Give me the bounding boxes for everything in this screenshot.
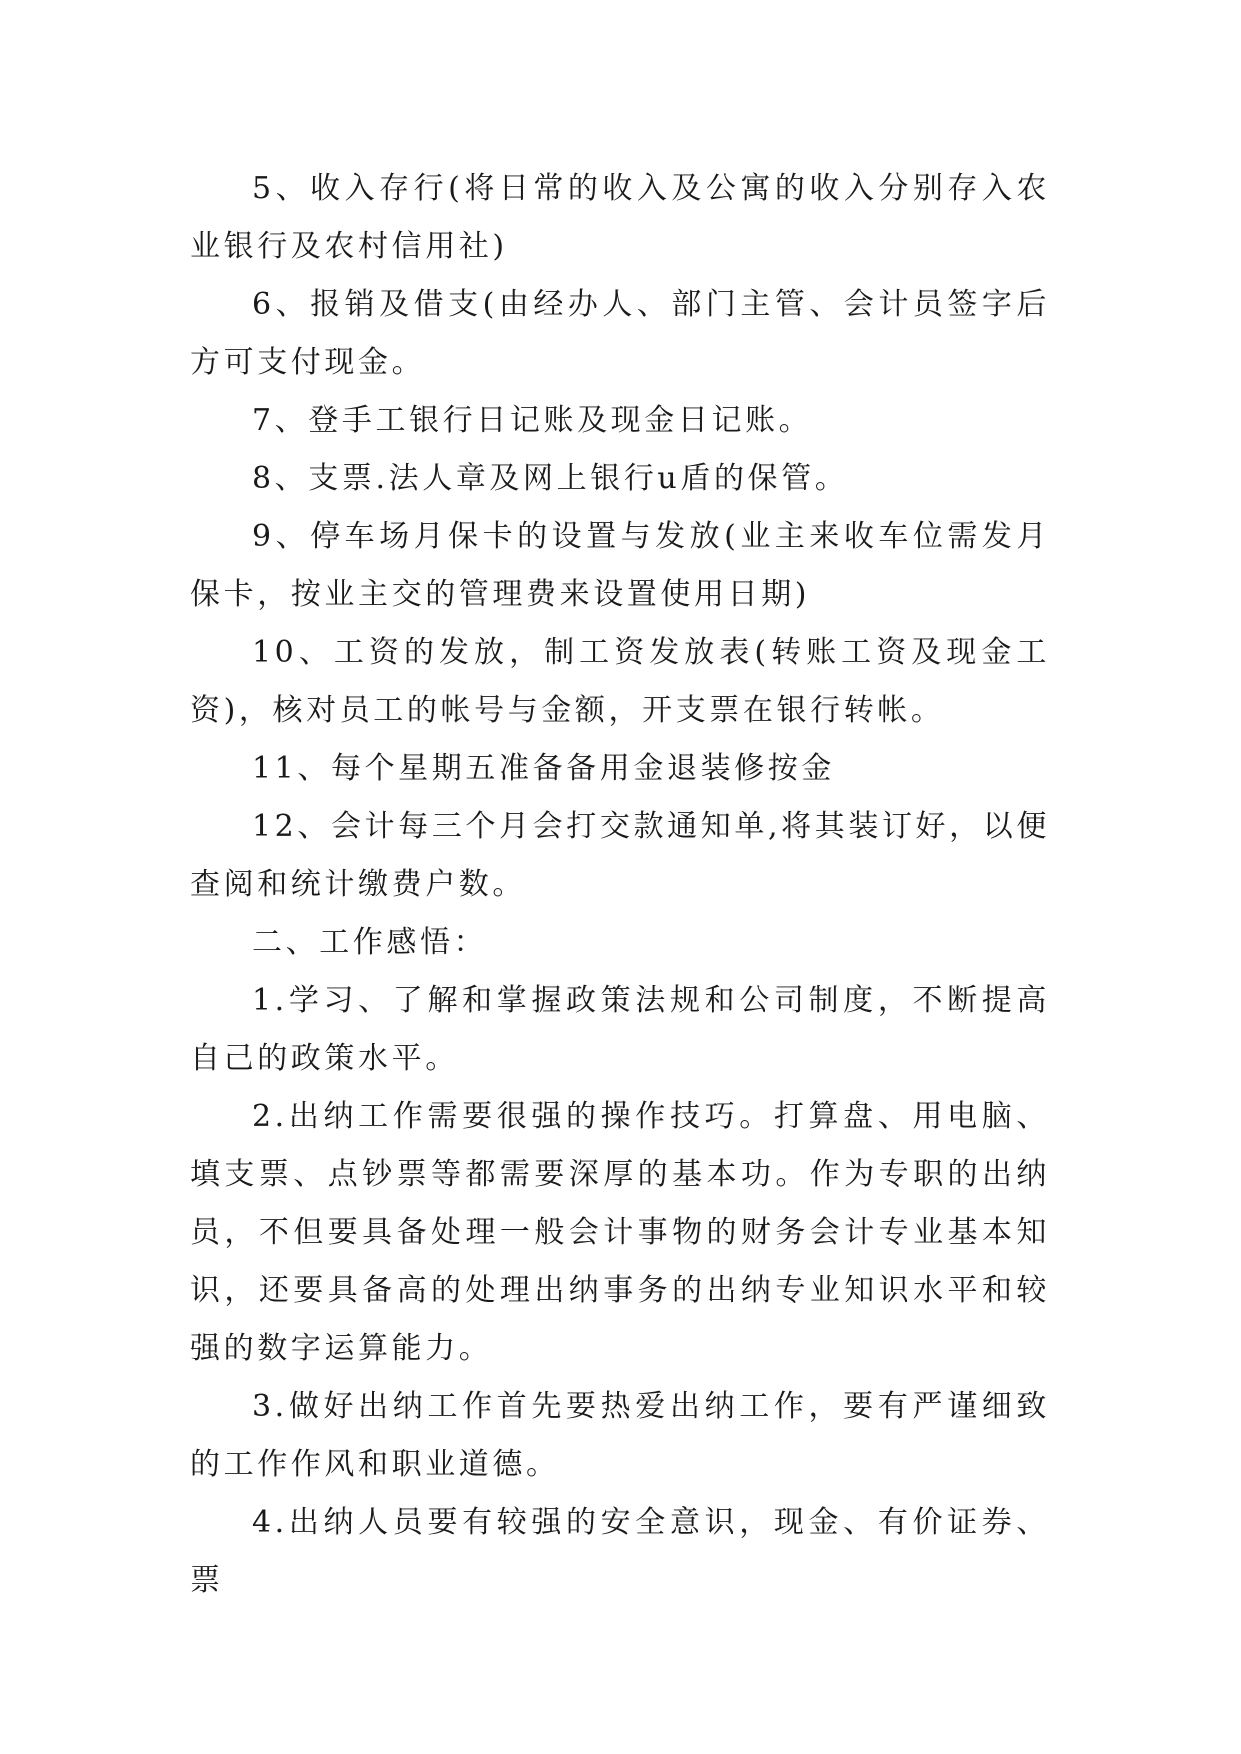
paragraph-item-8: 8、支票.法人章及网上银行u盾的保管。 [252, 461, 849, 496]
insight-item-4: 4.出纳人员要有较强的安全意识，现金、有价证券、票 [190, 1505, 1050, 1598]
section-heading-work-insights: 二、工作感悟： [252, 925, 488, 960]
insight-item-2: 2.出纳工作需要很强的操作技巧。打算盘、用电脑、填支票、点钞票等都需要深厚的基本功。作为专职的出纳员，不但要具备处理一般会计事物的财务会计专业基本知识，还要具备高的处理出纳事务的出纳专业知识水平和较强的数字运算能力。 [190, 1099, 1050, 1366]
insight-item-3: 3.做好出纳工作首先要热爱出纳工作，要有严谨细致的工作作风和职业道德。 [190, 1389, 1050, 1482]
document-body [190, 160, 1050, 1610]
paragraph-item-5: 5、收入存行(将日常的收入及公寓的收入分别存入农业银行及农村信用社) [190, 171, 1050, 264]
paragraph-item-9: 9、停车场月保卡的设置与发放(业主来收车位需发月保卡，按业主交的管理费来设置使用日期) [190, 519, 1050, 612]
paragraph-item-7: 7、登手工银行日记账及现金日记账。 [252, 403, 813, 438]
paragraph-item-11: 11、每个星期五准备备用金退装修按金 [252, 751, 835, 786]
paragraph-item-12: 12、会计每三个月会打交款通知单,将其装订好，以便查阅和统计缴费户数。 [190, 809, 1050, 902]
paragraph-item-6: 6、报销及借支(由经办人、部门主管、会计员签字后方可支付现金。 [190, 287, 1050, 380]
insight-item-1: 1.学习、了解和掌握政策法规和公司制度，不断提高自己的政策水平。 [190, 983, 1050, 1076]
paragraph-item-10: 10、工资的发放，制工资发放表(转账工资及现金工资)，核对员工的帐号与金额，开支票在银行转帐。 [190, 635, 1050, 728]
